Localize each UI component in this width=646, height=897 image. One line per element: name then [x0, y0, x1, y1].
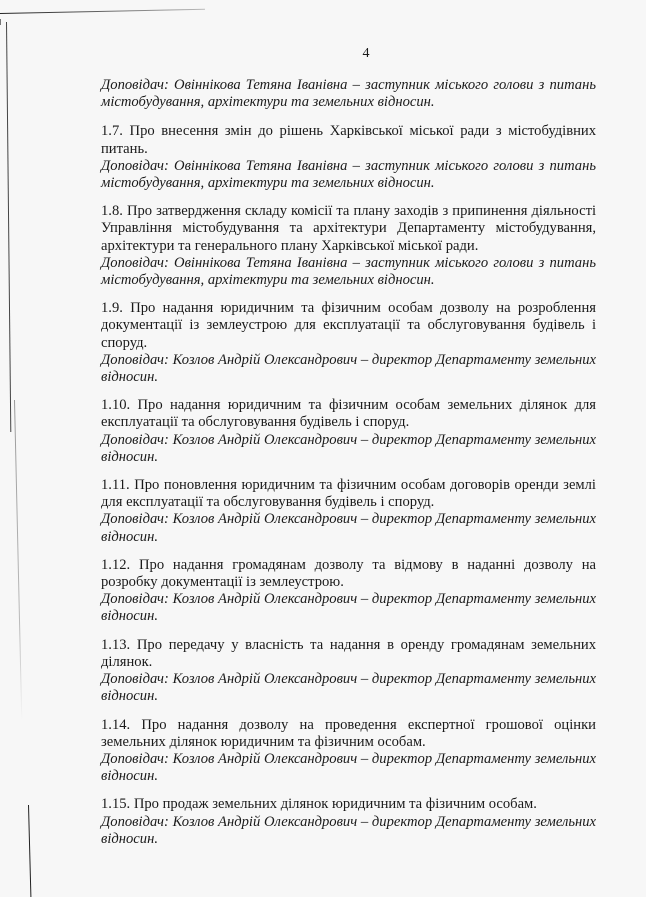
- agenda-item-text: Про надання юридичним та фізичним особам земельних ділянок для експлуатації та обслуговування будівель і споруд.: [101, 397, 596, 431]
- agenda-item-text: Про внесення змін до рішень Харківської міської ради з містобудівних питань.: [101, 123, 596, 157]
- agenda-item-number: 1.8.: [101, 203, 123, 220]
- speaker-line: Доповідач: Овіннікова Тетяна Іванівна – заступник міського голови з питань містобудування, архітектури та земельних відносин.: [101, 77, 596, 111]
- scan-artifact-edge: [28, 805, 31, 897]
- speaker-line: Доповідач: Козлов Андрій Олександрович – директор Департаменту земельних відносин.: [101, 511, 596, 545]
- agenda-item: [101, 397, 596, 466]
- agenda-item-number: 1.13.: [101, 636, 131, 653]
- scan-artifact-tick: [0, 19, 1, 25]
- agenda-item-number: 1.9.: [101, 300, 123, 317]
- agenda-item-text: Про надання юридичним та фізичним особам дозволу на розроблення документації із землеустрою для експлуатації та обслуговування будівель і споруд.: [101, 300, 596, 351]
- speaker-line: Доповідач: Козлов Андрій Олександрович – директор Департаменту земельних відносин.: [101, 813, 596, 847]
- agenda-item-title: [101, 717, 596, 751]
- speaker-line: Доповідач: Козлов Андрій Олександрович – директор Департаменту земельних відносин.: [101, 591, 596, 625]
- agenda-item-number: 1.14.: [101, 716, 131, 733]
- agenda-item: [101, 123, 596, 192]
- agenda-content: [101, 77, 596, 859]
- agenda-item-number: 1.7.: [101, 123, 123, 140]
- agenda-item-title: [101, 637, 596, 671]
- scan-artifact-line: [0, 9, 205, 14]
- speaker-line: Доповідач: Козлов Андрій Олександрович – директор Департаменту земельних відносин.: [101, 671, 596, 705]
- agenda-item-text: Про продаж земельних ділянок юридичним та фізичним особам.: [133, 796, 537, 813]
- agenda-item-title: [101, 557, 596, 591]
- scan-artifact-edge: [6, 22, 11, 432]
- agenda-item: [101, 796, 596, 848]
- page-number: 4: [362, 46, 370, 61]
- agenda-item-text: Про надання дозволу на проведення експертної грошової оцінки земельних ділянок юридичним та фізичним особам.: [101, 716, 596, 750]
- agenda-item-number: 1.12.: [101, 556, 131, 573]
- agenda-item-number: 1.11.: [101, 477, 130, 494]
- agenda-item-title: [101, 123, 596, 157]
- agenda-item-text: Про надання громадянам дозволу та відмову в наданні дозволу на розробку документації із землеустрою.: [101, 556, 597, 591]
- agenda-item-number: 1.15.: [101, 796, 131, 813]
- agenda-item-text: Про затвердження складу комісії та плану заходів з припинення діяльності Управління містобудування та архітектури Департаменту містобудування, архітектури та генерального плану Харківської міської ради.: [101, 203, 596, 254]
- speaker-line: Доповідач: Козлов Андрій Олександрович – директор Департаменту земельних відносин.: [101, 351, 596, 386]
- agenda-item-text: Про поновлення юридичним та фізичним особам договорів оренди землі для експлуатації та обслуговування будівель і споруд.: [101, 477, 596, 511]
- agenda-item: [101, 203, 596, 289]
- scan-artifact-edge: [14, 400, 22, 720]
- agenda-item: [101, 637, 596, 706]
- agenda-item-title: [101, 397, 596, 431]
- speaker-line: Доповідач: Овіннікова Тетяна Іванівна – заступник міського голови з питань містобудування, архітектури та земельних відносин.: [101, 157, 596, 192]
- agenda-item-title: [101, 477, 596, 511]
- speaker-line: Доповідач: Козлов Андрій Олександрович – директор Департаменту земельних відносин.: [101, 431, 596, 465]
- agenda-item-title: [101, 300, 596, 352]
- agenda-item: [101, 717, 596, 786]
- agenda-item-number: 1.10.: [101, 397, 131, 414]
- agenda-item: [101, 300, 596, 386]
- agenda-item: [101, 477, 596, 546]
- agenda-item-title: [101, 203, 596, 255]
- intro-speaker-block: [101, 77, 596, 111]
- speaker-line: Доповідач: Овіннікова Тетяна Іванівна – заступник міського голови з питань містобудування, архітектури та земельних відносин.: [101, 254, 596, 289]
- agenda-item-title: [101, 796, 596, 813]
- agenda-item: [101, 557, 596, 626]
- speaker-line: Доповідач: Козлов Андрій Олександрович – директор Департаменту земельних відносин.: [101, 750, 596, 785]
- agenda-item-text: Про передачу у власність та надання в оренду громадянам земельних ділянок.: [101, 636, 596, 670]
